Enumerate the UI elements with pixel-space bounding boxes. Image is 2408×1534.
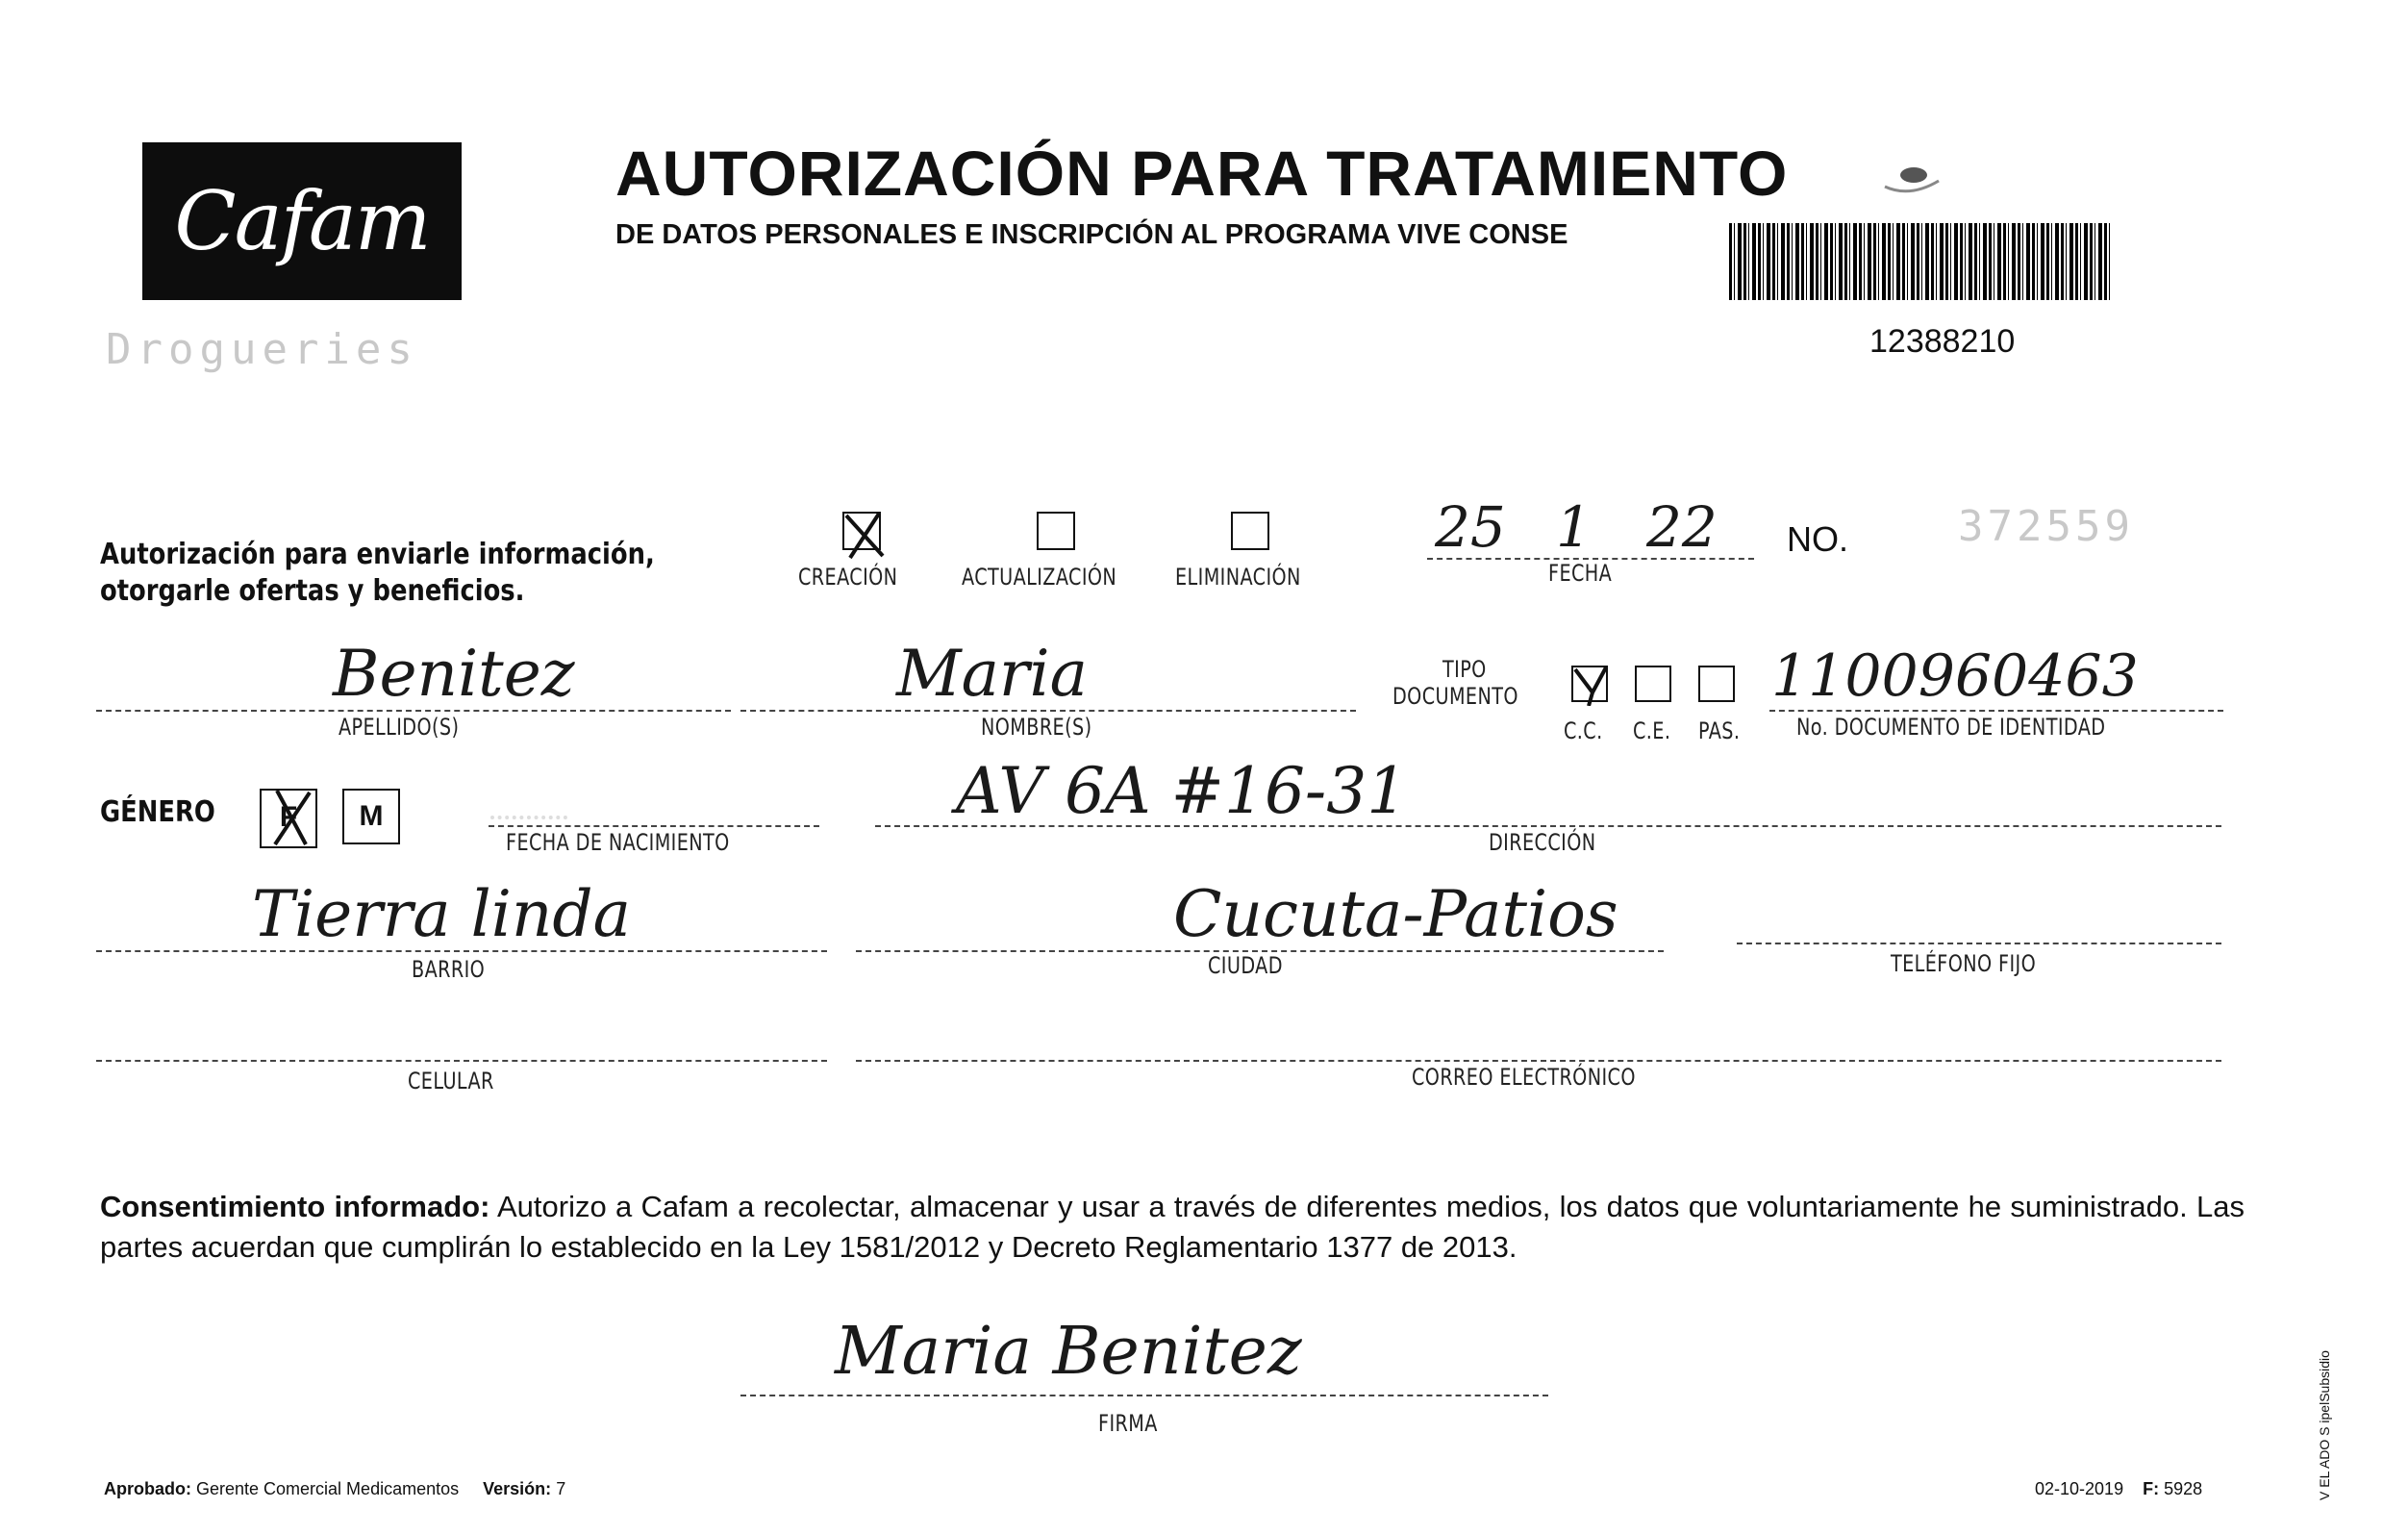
- version-label: Versión:: [483, 1479, 552, 1498]
- ciudad-value[interactable]: Cucuta-Patios: [1173, 877, 1618, 951]
- faded-stamp: Drogueries: [106, 325, 418, 374]
- date-year[interactable]: 22: [1646, 494, 1718, 560]
- aprobado-label: Aprobado:: [104, 1479, 191, 1498]
- barrio-value[interactable]: Tierra linda: [252, 877, 631, 951]
- nombres-label: NOMBRE(S): [981, 714, 1092, 741]
- intro-line-1: Autorización para enviarle información,: [100, 538, 655, 571]
- hologram-mark-icon: [1881, 158, 1943, 196]
- doc-number-underline: [1769, 710, 2223, 712]
- doc-number-label: No. DOCUMENTO DE IDENTIDAD: [1796, 714, 2106, 741]
- signature-underline: [740, 1395, 1548, 1396]
- nombres-underline: [740, 710, 1356, 712]
- address-value[interactable]: AV 6A #16-31: [956, 754, 1408, 828]
- telefono-label: TELÉFONO FIJO: [1891, 950, 2037, 977]
- ce-label: C.E.: [1633, 717, 1671, 744]
- celular-label: CELULAR: [408, 1068, 494, 1094]
- signature-value[interactable]: Maria Benitez: [835, 1314, 1302, 1390]
- birth-value[interactable]: [539, 789, 731, 827]
- tipo-doc-label-2: DOCUMENTO: [1392, 683, 1518, 710]
- date-day[interactable]: 25: [1435, 494, 1506, 560]
- footer-approval: [104, 1479, 565, 1499]
- birth-label: FECHA DE NACIMIENTO: [506, 829, 730, 856]
- check-mark-icon: [262, 785, 315, 848]
- doc-number-value[interactable]: 1100960463: [1771, 642, 2139, 710]
- check-mark-icon: [840, 508, 890, 562]
- f-value: 5928: [2164, 1479, 2203, 1498]
- check-mark-icon: [1571, 664, 1610, 706]
- telefono-underline: [1737, 943, 2221, 944]
- actualizacion-label: ACTUALIZACIÓN: [962, 564, 1117, 591]
- signature-label: FIRMA: [1098, 1410, 1158, 1437]
- barcode-number: 12388210: [1869, 323, 2016, 360]
- celular-underline: [96, 1060, 827, 1062]
- consent-paragraph: [100, 1187, 2245, 1268]
- creacion-checkbox[interactable]: [842, 512, 881, 550]
- cc-label: C.C.: [1564, 717, 1603, 744]
- barrio-underline: [96, 950, 827, 952]
- apellidos-label: APELLIDO(S): [339, 714, 460, 741]
- pas-checkbox[interactable]: [1698, 666, 1735, 702]
- genero-label: GÉNERO: [100, 795, 215, 829]
- form-number-value: 372559: [1958, 502, 2134, 551]
- version-value: 7: [556, 1479, 566, 1498]
- cafam-logo: [142, 142, 462, 300]
- address-label: DIRECCIÓN: [1489, 829, 1596, 856]
- cc-checkbox[interactable]: [1571, 666, 1608, 702]
- tipo-doc-label-1: TIPO: [1442, 656, 1487, 683]
- page-title: AUTORIZACIÓN PARA TRATAMIENTO: [615, 138, 1789, 209]
- genero-m-checkbox[interactable]: [342, 789, 400, 844]
- consent-text: Autorizo a Cafam a recolectar, almacenar y usar a través de diferentes medios, los datos que voluntariamente he suministrado. Las partes acuerdan que cumplirán lo establecido en la Ley 1581/2012 y Decreto Reglamentario 1377 de 2013.: [100, 1190, 2245, 1264]
- creacion-label: CREACIÓN: [798, 564, 898, 591]
- intro-text: [100, 537, 655, 610]
- ciudad-label: CIUDAD: [1208, 952, 1283, 979]
- form-number-label: NO.: [1787, 519, 1849, 559]
- eliminacion-checkbox[interactable]: [1231, 512, 1269, 550]
- apellidos-value[interactable]: Benitez: [333, 637, 575, 711]
- date-label: FECHA: [1548, 560, 1613, 587]
- correo-value[interactable]: [865, 1019, 2193, 1058]
- ce-checkbox[interactable]: [1635, 666, 1671, 702]
- correo-label: CORREO ELECTRÓNICO: [1412, 1064, 1636, 1091]
- telefono-value[interactable]: [1750, 904, 2135, 943]
- date-month[interactable]: 1: [1556, 494, 1592, 560]
- f-label: F:: [2143, 1479, 2160, 1498]
- consent-heading: Consentimiento informado:: [100, 1190, 490, 1223]
- celular-value[interactable]: [106, 1019, 779, 1058]
- eliminacion-label: ELIMINACIÓN: [1175, 564, 1301, 591]
- intro-line-2: otorgarle ofertas y beneficios.: [100, 574, 525, 608]
- apellidos-underline: [96, 710, 731, 712]
- pas-label: PAS.: [1698, 717, 1741, 744]
- barcode: [1729, 223, 2112, 300]
- correo-underline: [856, 1060, 2221, 1062]
- side-text: V EL ADO S ipelSubsidio: [2317, 1350, 2332, 1500]
- logo-text: Cafam: [174, 174, 430, 268]
- aprobado-value: Gerente Comercial Medicamentos: [196, 1479, 460, 1498]
- barrio-label: BARRIO: [412, 956, 486, 983]
- genero-m-label: M: [359, 800, 384, 832]
- address-underline: [875, 825, 2221, 827]
- footer-date: 02-10-2019: [2035, 1479, 2124, 1498]
- birth-underline: [489, 825, 819, 827]
- side-vertical-text: [2303, 1289, 2342, 1510]
- actualizacion-checkbox[interactable]: [1037, 512, 1075, 550]
- genero-f-label: F: [279, 801, 298, 833]
- footer-code: [2035, 1479, 2202, 1499]
- page-subtitle: DE DATOS PERSONALES E INSCRIPCIÓN AL PROGRAMA VIVE CONSE: [615, 219, 1568, 250]
- genero-f-checkbox[interactable]: [260, 789, 317, 848]
- nombres-value[interactable]: Maria: [896, 637, 1088, 711]
